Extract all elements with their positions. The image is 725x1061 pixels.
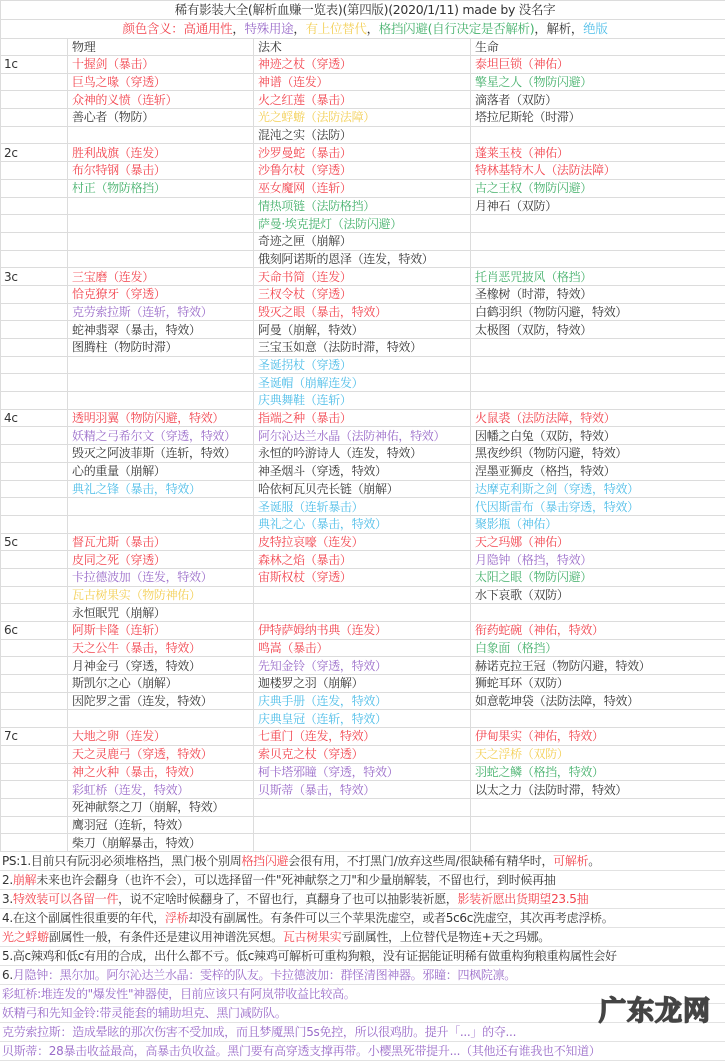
table-row [1,232,725,250]
tier-label [1,798,68,816]
equipment-cell: 沙鲁尔杖（穿透） [254,162,471,180]
table-row [1,215,725,233]
equipment-cell: 大地之卵（连发） [68,728,254,746]
equipment-cell: 皮同之死（穿透） [68,551,254,569]
table-row [1,56,725,74]
equipment-cell: 涅墨亚狮皮（格挡，特效） [471,462,725,480]
equipment-cell: 典礼之心（暴击，特效） [254,515,471,533]
tier-label [1,816,68,834]
tier-label [1,250,68,268]
equipment-cell [471,374,725,392]
tier-label: 4c [1,409,68,427]
equipment-cell: 哈依柯瓦贝壳长链（崩解） [254,480,471,498]
tier-label: 6c [1,622,68,640]
notes-section [0,852,725,1061]
tier-label [1,834,68,852]
table-row [1,179,725,197]
equipment-cell [471,232,725,250]
tier-label: 3c [1,268,68,286]
equipment-cell: 月神石（双防） [471,197,725,215]
equipment-cell [471,816,725,834]
note-segment: 6. [2,968,13,982]
equipment-cell: 毁灭之阿波菲斯（连斩，特效） [68,445,254,463]
note-segment: 未来也许会翻身（也许不会），可以选择留一件"死神献祭之刀"和少量崩解装，不留也行，到时候再抽 [36,873,555,887]
equipment-cell: 透明羽翼（物防闪避，特效） [68,409,254,427]
note-line [0,966,725,985]
equipment-cell [471,126,725,144]
legend-item: 有上位替代 [306,21,367,36]
equipment-cell: 托肖恶咒披风（格挡） [471,268,725,286]
tier-label [1,445,68,463]
equipment-cell: 赫诺克拉王冠（物防闪避，特效） [471,657,725,675]
equipment-cell: 太极图（双防，特效） [471,321,725,339]
table-row [1,657,725,675]
tier-label [1,109,68,127]
note-segment: 影装祈愿出货期望23.5抽 [457,892,588,906]
equipment-cell: 因陀罗之雷（连发，特效） [68,692,254,710]
tier-label [1,162,68,180]
equipment-cell [471,834,725,852]
header-blank [1,39,68,56]
watermark-logo: 广东龙网 [599,989,711,1028]
equipment-cell: 众神的义愤（连斩） [68,91,254,109]
equipment-cell: 巫女魔网（连斩） [254,179,471,197]
equipment-cell: 阿斯卡隆（连斩） [68,622,254,640]
equipment-cell: 神之火种（暴击，特效） [68,763,254,781]
table-row [1,639,725,657]
header-life: 生命 [471,39,725,56]
table-row [1,533,725,551]
equipment-cell: 神迹之杖（穿透） [254,56,471,74]
equipment-cell: 善心者（物防） [68,109,254,127]
note-segment: 。 [588,854,600,868]
equipment-cell [254,834,471,852]
tier-label [1,745,68,763]
equipment-cell: 鹰羽冠（连斩，特效） [68,816,254,834]
equipment-cell: 森林之焰（暴击） [254,551,471,569]
table-row [1,692,725,710]
table-row [1,675,725,693]
equipment-cell: 天之公牛（暴击，特效） [68,639,254,657]
tier-label [1,639,68,657]
table-row [1,498,725,516]
table-row [1,480,725,498]
equipment-cell: 彩虹桥（连发，特效） [68,781,254,799]
equipment-cell: 月神金弓（穿透，特效） [68,657,254,675]
table-row [1,781,725,799]
table-row [1,126,725,144]
tier-label [1,374,68,392]
equipment-cell: 圣橡树（时滞，特效） [471,285,725,303]
note-segment: 却没有副属性。有条件可以三个苹果洗虚空，或者5c6c洗虚空，其次再考虑浮桥。 [188,911,613,925]
header-physical: 物理 [68,39,254,56]
note-line [0,871,725,890]
tier-label [1,763,68,781]
equipment-cell [471,250,725,268]
equipment-cell: 柯卡塔邪瞳（穿透，特效） [254,763,471,781]
tier-label [1,339,68,357]
note-segment: 贝斯蒂：28暴击收益最高，高暴击负收益。黑门要有高穿透支撑再带。小樱黑死带提升...（其他还有谁我也不知道） [2,1044,601,1058]
table-row [1,763,725,781]
equipment-cell: 心的重量（崩解） [68,462,254,480]
equipment-cell: 皮特拉哀嚎（连发） [254,533,471,551]
equipment-cell: 火鼠裘（法防法障，特效） [471,409,725,427]
table-row [1,798,725,816]
table-row [1,622,725,640]
equipment-cell: 聚影瓶（神佑） [471,515,725,533]
equipment-cell [68,710,254,728]
table-row [1,834,725,852]
tier-label [1,232,68,250]
note-segment: 亏副属性，上位替代是物连+天之玛娜。 [341,930,550,944]
note-segment: 崩解 [13,873,36,887]
equipment-cell: 克劳索拉斯（连斩，特效） [68,303,254,321]
equipment-cell: 代因斯雷布（暴击穿透，特效） [471,498,725,516]
equipment-cell: 巨鸟之喙（穿透） [68,73,254,91]
equipment-cell: 圣诞拐杖（穿透） [254,356,471,374]
table-row [1,427,725,445]
equipment-cell: 妖精之弓希尔文（穿透，特效） [68,427,254,445]
equipment-cell: 水下哀歌（双防） [471,586,725,604]
tier-label: 2c [1,144,68,162]
equipment-cell: 天之浮桥（双防） [471,745,725,763]
equipment-cell: 永恒眠咒（崩解） [68,604,254,622]
tier-label [1,568,68,586]
equipment-cell: 村正（物防格挡） [68,179,254,197]
equipment-cell [471,710,725,728]
equipment-cell: 先知金铃（穿透，特效） [254,657,471,675]
legend-item: 特殊用途 [245,21,294,36]
equipment-cell: 因幡之白兔（双防，特效） [471,427,725,445]
equipment-cell: 宙斯权杖（穿透） [254,568,471,586]
equipment-cell: 七重门（连发，特效） [254,728,471,746]
tier-label [1,498,68,516]
note-line [0,852,725,871]
note-segment: 彩虹桥:堆连发的"爆发性"神器使，目前应该只有阿岚带收益比较高。 [2,987,356,1001]
equipment-cell: 十握剑（暴击） [68,56,254,74]
table-row [1,356,725,374]
equipment-cell: 白象面（格挡） [471,639,725,657]
equipment-cell [68,126,254,144]
legend-item: ， [293,21,305,36]
note-segment: 可解析 [553,854,588,868]
table-row [1,392,725,410]
equipment-cell: 毁灭之眼（暴击，特效） [254,303,471,321]
equipment-cell: 神谱（连发） [254,73,471,91]
equipment-cell: 布尔特钢（暴击） [68,162,254,180]
equipment-cell: 天之灵鹿弓（穿透，特效） [68,745,254,763]
table-row [1,816,725,834]
equipment-cell: 塔拉尼斯轮（时滞） [471,109,725,127]
table-row [1,409,725,427]
equipment-cell [254,586,471,604]
equipment-cell: 胜利战旗（连发） [68,144,254,162]
table-row [1,197,725,215]
equipment-cell [471,215,725,233]
equipment-cell: 迦楼罗之羽（崩解） [254,675,471,693]
note-segment: 格挡闪避 [241,854,288,868]
equipment-cell: 三杈令杖（穿透） [254,285,471,303]
tier-label [1,551,68,569]
equipment-cell: 典礼之锋（暴击，特效） [68,480,254,498]
note-line [0,890,725,909]
equipment-cell: 沙罗曼蛇（暴击） [254,144,471,162]
tier-label [1,480,68,498]
equipment-cell: 特林基特木人（法防法障） [471,162,725,180]
table-row [1,374,725,392]
equipment-cell [471,392,725,410]
table-row [1,339,725,357]
legend-item: ， [367,21,379,36]
table-row [1,303,725,321]
equipment-cell: 庆典皇冠（连斩，特效） [254,710,471,728]
equipment-cell: 卡拉德波加（连发，特效） [68,568,254,586]
equipment-cell [68,392,254,410]
equipment-cell: 贝斯蒂（暴击，特效） [254,781,471,799]
equipment-cell [254,798,471,816]
equipment-cell [68,250,254,268]
tier-label: 5c [1,533,68,551]
equipment-cell [254,816,471,834]
table-row [1,728,725,746]
tier-label [1,692,68,710]
legend-item: 格挡闪避(自行决定是否解析) [379,21,535,36]
note-segment: ，说不定啥时候翻身了，不留也行，真翻身了也可以抽影装祈愿， [118,892,457,906]
table-row [1,551,725,569]
tier-label: 7c [1,728,68,746]
equipment-cell: 黑夜纱织（物防闪避，特效） [471,445,725,463]
equipment-cell: 达摩克利斯之剑（穿透，特效） [471,480,725,498]
equipment-cell: 鸣嵩（暴击） [254,639,471,657]
equipment-cell: 混沌之实（法防） [254,126,471,144]
equipment-cell [471,339,725,357]
table-row [1,515,725,533]
tier-label [1,197,68,215]
tier-label [1,427,68,445]
equipment-cell: 光之蜉蝣（法防法障） [254,109,471,127]
table-row [1,710,725,728]
equipment-cell: 奇迹之匣（崩解） [254,232,471,250]
note-line [0,928,725,947]
equipment-cell: 索贝克之杖（穿透） [254,745,471,763]
tier-label [1,586,68,604]
header-magic: 法术 [254,39,471,56]
note-segment: 副属性一般，有条件还是建议用神谱洗冥想。 [49,930,283,944]
equipment-cell: 火之红莲（暴击） [254,91,471,109]
equipment-cell: 圣诞服（连斩暴击） [254,498,471,516]
equipment-cell: 庆典舞鞋（连斩） [254,392,471,410]
equipment-cell: 羽蛇之鳞（格挡，特效） [471,763,725,781]
color-legend [1,20,725,39]
note-segment: 4.在这个副属性很重要的年代， [2,911,165,925]
tier-label [1,462,68,480]
table-row [1,285,725,303]
equipment-cell [68,356,254,374]
legend-item: 高通用性 [184,21,233,36]
equipment-cell [68,374,254,392]
equipment-cell: 泰坦巨锁（神佑） [471,56,725,74]
tier-label [1,515,68,533]
equipment-cell: 滴落者（双防） [471,91,725,109]
legend-item: 绝版 [583,21,607,36]
equipment-cell: 死神献祭之刀（崩解，特效） [68,798,254,816]
equipment-cell [471,604,725,622]
equipment-cell [68,515,254,533]
equipment-cell: 狮蛇耳环（双防） [471,675,725,693]
equipment-cell [68,498,254,516]
note-segment: 会很有用，不打黑门/放弃这些周/很缺稀有精华时， [288,854,553,868]
equipment-cell: 情热项链（法防格挡） [254,197,471,215]
tier-label [1,392,68,410]
equipment-cell: 擎星之人（物防闪避） [471,73,725,91]
note-segment: PS:1.目前只有阮羽必须堆格挡，黑门极个别周 [2,854,241,868]
equipment-cell [68,215,254,233]
equipment-cell: 天命书简（连发） [254,268,471,286]
tier-label [1,179,68,197]
tier-label [1,285,68,303]
tier-label [1,710,68,728]
legend-item: 颜色含义： [123,21,184,36]
equipment-cell: 阿尔沁达兰水晶（法防神佑，特效） [254,427,471,445]
equipment-cell: 永恒的吟游诗人（连发，特效） [254,445,471,463]
equipment-cell: 如意乾坤袋（法防法障，特效） [471,692,725,710]
table-row [1,462,725,480]
equipment-cell: 萨曼·埃克提灯（法防闪避） [254,215,471,233]
tier-label [1,215,68,233]
equipment-cell: 衔药蛇碗（神佑，特效） [471,622,725,640]
legend-item: ，解析， [534,21,583,36]
note-segment: 浮桥 [165,911,188,925]
tier-label [1,321,68,339]
equipment-cell: 月隐钟（格挡，特效） [471,551,725,569]
table-row [1,604,725,622]
note-segment: 3. [2,892,13,906]
note-segment: 瓦古树果实 [283,930,342,944]
note-segment: 光之蜉蝣 [2,930,49,944]
tier-label [1,604,68,622]
equipment-cell [254,604,471,622]
table-row [1,586,725,604]
tier-label [1,126,68,144]
equipment-cell: 白鹤羽织（物防闪避，特效） [471,303,725,321]
equipment-cell: 以太之力（法防时滞，特效） [471,781,725,799]
table-row [1,321,725,339]
equipment-cell: 伊特萨姆纳书典（连发） [254,622,471,640]
equipment-cell: 指端之种（暴击） [254,409,471,427]
equipment-cell: 阿曼（崩解，特效） [254,321,471,339]
note-line [0,909,725,928]
tier-label [1,73,68,91]
tier-label [1,675,68,693]
tier-label: 1c [1,56,68,74]
table-row [1,568,725,586]
tier-label [1,91,68,109]
table-row [1,745,725,763]
tier-label [1,303,68,321]
note-segment: 2. [2,873,13,887]
table-row [1,109,725,127]
table-row [1,268,725,286]
equipment-cell: 瓦古树果实（物防神佑） [68,586,254,604]
note-segment: 克劳索拉斯：造成晕眩的那次伤害不受加成，而且梦魇黑门5s免控，所以很鸡肋。提升「...」的夺... [2,1025,516,1039]
equipment-cell: 三宝玉如意（法防时滞，特效） [254,339,471,357]
equipment-cell: 蓬莱玉枝（神佑） [471,144,725,162]
equipment-cell: 圣诞帽（崩解连发） [254,374,471,392]
table-row [1,162,725,180]
equipment-cell: 伊甸果实（神佑，特效） [471,728,725,746]
tier-label [1,781,68,799]
note-line [0,947,725,966]
equipment-cell [471,356,725,374]
table-row [1,445,725,463]
legend-item: ， [232,21,244,36]
equipment-cell: 斯凯尔之心（崩解） [68,675,254,693]
equipment-cell: 俄刻阿诺斯的恩泽（连发，特效） [254,250,471,268]
page-title: 稀有影装大全(解析血赚一览表)(第四版)(2020/1/11) made by 没名字 [1,1,725,20]
equipment-cell: 天之玛娜（神佑） [471,533,725,551]
equipment-cell: 庆典手册（连发，特效） [254,692,471,710]
equipment-cell: 督瓦尤斯（暴击） [68,533,254,551]
equipment-cell: 神圣烟斗（穿透，特效） [254,462,471,480]
note-segment: 妖精弓和先知金铃:带灵能套的辅助坦克、黑门减防队。 [2,1006,287,1020]
note-segment: 特效装可以各留一件 [13,892,118,906]
note-line [0,1042,725,1061]
note-segment: 月隐钟：黑尔加。阿尔沁达兰水晶：雯梓的队友。卡拉德波加：群怪清图神器。邪瞳：四枫院凛。 [13,968,516,982]
equipment-cell: 柴刀（崩解暴击，特效） [68,834,254,852]
equipment-cell: 图腾柱（物防时滞） [68,339,254,357]
equipment-cell [68,232,254,250]
equipment-cell [471,798,725,816]
tier-label [1,356,68,374]
table-row [1,250,725,268]
table-row [1,73,725,91]
equipment-cell: 蛇神翡翠（暴击，特效） [68,321,254,339]
equipment-cell: 恰克獠牙（穿透） [68,285,254,303]
table-row [1,144,725,162]
table-row [1,91,725,109]
equipment-cell: 三宝磨（连发） [68,268,254,286]
note-segment: 5.高c辣鸡和低c有用的合成，出什么都不亏。低c辣鸡可解析可重构狗粮，没有证据能证明稀有做重构狗粮重构属性会好 [2,949,617,963]
equipment-cell: 古之王权（物防闪避） [471,179,725,197]
tier-label [1,657,68,675]
equipment-cell [68,197,254,215]
equipment-cell: 太阳之眼（物防闪避） [471,568,725,586]
